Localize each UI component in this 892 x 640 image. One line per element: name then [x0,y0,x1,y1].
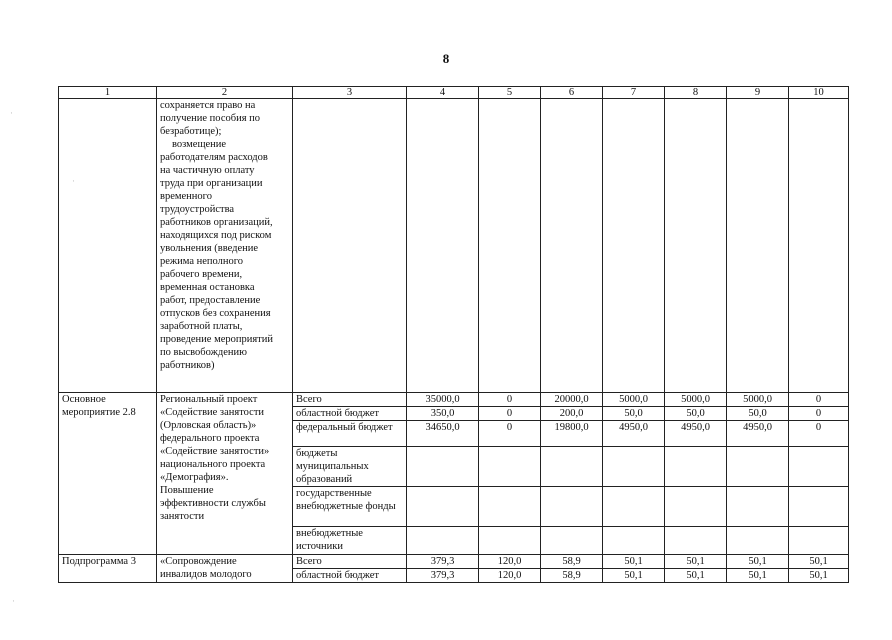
description-line: занятости [160,511,205,522]
amount-cell: 0 [479,393,541,407]
amount-cell: 20000,0 [541,393,603,407]
funding-source: областной бюджет [293,407,407,421]
amount-cell: 58,9 [541,569,603,583]
column-header: 7 [603,87,665,99]
amount-cell: 50,1 [665,555,727,569]
empty-cell [665,99,727,393]
empty-cell [789,99,849,393]
column-header: 3 [293,87,407,99]
continuation-line: временная остановка [160,282,255,293]
code-line: Подпрограмма 3 [62,556,136,567]
column-header: 2 [157,87,293,99]
amount-cell: 50,0 [603,407,665,421]
empty-cell [603,99,665,393]
amount-cell [541,447,603,487]
description-line: «Содействие занятости [160,407,265,418]
amount-cell: 0 [789,393,849,407]
continuation-line: режима неполного [160,256,244,267]
funding-row [59,555,849,569]
amount-cell [407,447,479,487]
empty-cell [407,99,479,393]
amount-cell [407,487,479,527]
amount-cell [665,447,727,487]
description-line: «Содействие занятости» [160,446,270,457]
empty-cell [541,99,603,393]
description-line: Повышение [160,485,214,496]
amount-cell [789,447,849,487]
continuation-line: отпусков без сохранения [160,308,271,319]
continuation-line: безработице); [160,126,222,137]
empty-cell [479,99,541,393]
continuation-line: заработной платы, [160,321,243,332]
subprogram-3-block [59,555,849,583]
continuation-row [59,99,849,393]
scan-speck: · [72,176,75,186]
empty-cell [727,99,789,393]
continuation-line: сохраняется право на [160,100,256,111]
amount-cell: 50,0 [727,407,789,421]
amount-cell: 50,1 [603,569,665,583]
amount-cell: 19800,0 [541,421,603,447]
subprogram-code [59,555,157,583]
amount-cell [665,527,727,555]
column-header: 9 [727,87,789,99]
subprogram-description [157,555,293,583]
continuation-line: возмещение [172,139,227,150]
measure-code [59,393,157,555]
amount-cell [789,487,849,527]
page-number: 8 [442,51,450,66]
continuation-line: работодателям расходов [160,152,268,163]
description-line: инвалидов молодого [160,569,252,580]
amount-cell: 379,3 [407,555,479,569]
continuation-line: временного [160,191,212,202]
amount-cell: 50,1 [789,555,849,569]
amount-cell: 120,0 [479,555,541,569]
column-header: 8 [665,87,727,99]
continuation-line: работников организаций, [160,217,273,228]
description-line: эффективности службы [160,498,266,509]
amount-cell: 0 [479,421,541,447]
amount-cell: 5000,0 [603,393,665,407]
scan-speck: · [12,596,15,606]
column-header: 5 [479,87,541,99]
amount-cell: 4950,0 [603,421,665,447]
description-line: «Демография». [160,472,229,483]
continuation-line: увольнения (введение [160,243,259,254]
amount-cell: 5000,0 [665,393,727,407]
budget-table [58,86,849,583]
amount-cell [479,527,541,555]
funding-source: государственные внебюджетные фонды [293,487,407,527]
amount-cell: 50,0 [665,407,727,421]
amount-cell: 120,0 [479,569,541,583]
funding-source: внебюджетные источники [293,527,407,555]
amount-cell [541,527,603,555]
column-header: 6 [541,87,603,99]
continuation-line: получение пособия по [160,113,261,124]
measure-2-8-block [59,393,849,555]
amount-cell [479,447,541,487]
amount-cell: 58,9 [541,555,603,569]
amount-cell [407,527,479,555]
amount-cell: 0 [789,407,849,421]
continuation-line: рабочего времени, [160,269,243,280]
amount-cell [541,487,603,527]
amount-cell: 0 [479,407,541,421]
amount-cell: 50,1 [789,569,849,583]
continuation-line: труда при организации [160,178,263,189]
amount-cell [479,487,541,527]
continuation-line: по высвобождению [160,347,247,358]
amount-cell: 50,1 [603,555,665,569]
column-number-row [59,87,849,99]
description-line: Региональный проект [160,394,258,405]
amount-cell: 50,1 [665,569,727,583]
funding-source: федеральный бюджет [293,421,407,447]
amount-cell [727,447,789,487]
description-line: федерального проекта [160,433,260,444]
measure-description [157,393,293,555]
amount-cell [603,487,665,527]
continuation-line: проведение мероприятий [160,334,274,345]
description-line: национального проекта [160,459,266,470]
empty-cell [293,99,407,393]
amount-cell [603,447,665,487]
code-line: мероприятие 2.8 [62,407,136,418]
amount-cell: 4950,0 [665,421,727,447]
funding-source: Всего [293,393,407,407]
amount-cell: 379,3 [407,569,479,583]
funding-source: областной бюджет [293,569,407,583]
amount-cell: 200,0 [541,407,603,421]
amount-cell [665,487,727,527]
column-header: 10 [789,87,849,99]
amount-cell [789,527,849,555]
continuation-line: работ, предоставление [160,295,261,306]
amount-cell: 4950,0 [727,421,789,447]
empty-cell [59,99,157,393]
continuation-text [157,99,293,393]
amount-cell: 5000,0 [727,393,789,407]
description-line: (Орловская область)» [160,420,257,431]
continuation-line: на частичную оплату [160,165,255,176]
amount-cell [603,527,665,555]
funding-source: бюджеты муниципальных образований [293,447,407,487]
amount-cell: 34650,0 [407,421,479,447]
funding-source: Всего [293,555,407,569]
amount-cell [727,527,789,555]
column-header: 1 [59,87,157,99]
funding-row [59,393,849,407]
code-line: Основное [62,394,106,405]
continuation-line: находящихся под риском [160,230,272,241]
description-line: «Сопровождение [160,556,237,567]
continuation-line: трудоустройства [160,204,235,215]
amount-cell: 0 [789,421,849,447]
amount-cell: 50,1 [727,569,789,583]
amount-cell: 50,1 [727,555,789,569]
amount-cell: 350,0 [407,407,479,421]
continuation-line: работников) [160,360,215,371]
scan-speck: · [10,108,13,118]
amount-cell: 35000,0 [407,393,479,407]
amount-cell [727,487,789,527]
column-header: 4 [407,87,479,99]
